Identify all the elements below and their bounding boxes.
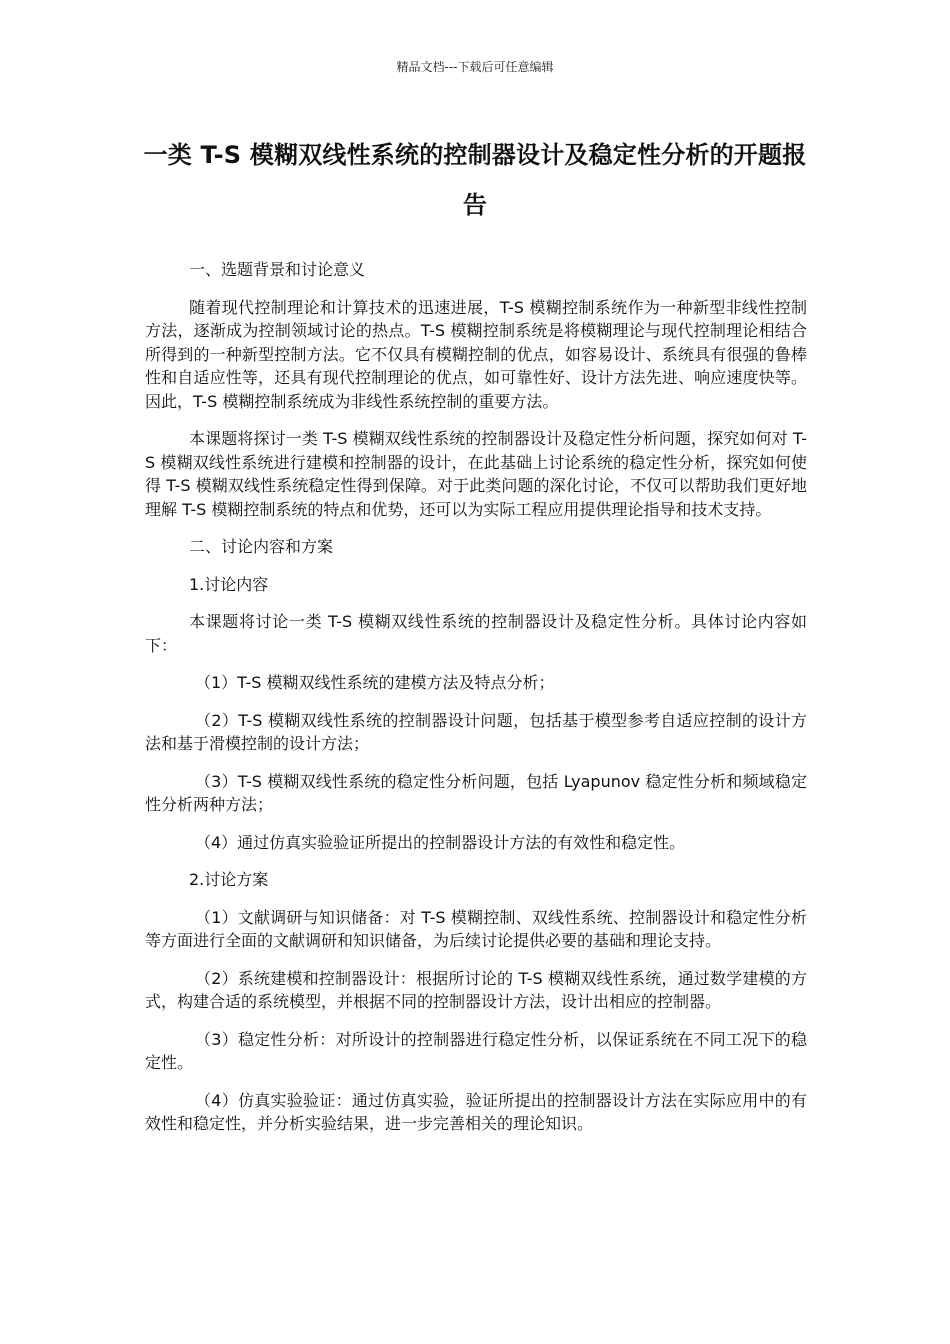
section-heading-1: 一、选题背景和讨论意义 — [189, 260, 366, 279]
plan-item: （4）仿真实验验证：通过仿真实验，验证所提出的控制器设计方法在实际应用中的有效性和稳定性，并分析实验结果，进一步完善相关的理论知识。 — [145, 1090, 807, 1133]
content-item: （1）T-S 模糊双线性系统的建模方法及特点分析； — [195, 673, 555, 692]
header-note: 精品文档---下载后可任意编辑 — [396, 60, 554, 74]
section-heading-2: 二、讨论内容和方案 — [189, 537, 334, 556]
content-item: （3）T-S 模糊双线性系统的稳定性分析问题，包括 Lyapunov 稳定性分析和频域稳定性分析两种方法； — [145, 771, 807, 814]
paragraph: 本课题将讨论一类 T-S 模糊双线性系统的控制器设计及稳定性分析。具体讨论内容如下： — [145, 612, 807, 655]
paragraph: 随着现代控制理论和计算技术的迅速进展，T-S 模糊控制系统作为一种新型非线性控制方法，逐渐成为控制领域讨论的热点。T-S 模糊控制系统是将模糊理论与现代控制理论相结合所得到的一种新型控制方法。它不仅具有模糊控制的优点，如容易设计、系统具有很强的鲁棒性和自适应性等，还具有现代控制理论的优点，如可靠性好、设计方法先进、响应速度快等。因此，T-S 模糊控制系统成为非线性系统控制的重要方法。 — [145, 297, 807, 411]
plan-item: （1）文献调研与知识储备：对 T-S 模糊控制、双线性系统、控制器设计和稳定性分析等方面进行全面的文献调研和知识储备，为后续讨论提供必要的基础和理论支持。 — [145, 907, 807, 950]
subsection-heading-content: 1.讨论内容 — [189, 574, 269, 594]
content-item: （4）通过仿真实验验证所提出的控制器设计方法的有效性和稳定性。 — [195, 832, 686, 852]
subsection-heading-plan: 2.讨论方案 — [189, 870, 269, 889]
paragraph: 本课题将探讨一类 T-S 模糊双线性系统的控制器设计及稳定性分析问题，探究如何对 T-S 模糊双线性系统进行建模和控制器的设计，在此基础上讨论系统的稳定性分析，探究如何使得 T-S 模糊双线性系统稳定性得到保障。对于此类问题的深化讨论，不仅可以帮助我们更好地理解 T-S 模糊控制系统的特点和优势，还可以为实际工程应用提供理论指导和技术支持。 — [145, 429, 807, 519]
document-body — [145, 258, 807, 1150]
content-item: （2）T-S 模糊双线性系统的控制器设计问题，包括基于模型参考自适应控制的设计方法和基于滑模控制的设计方法； — [145, 710, 807, 753]
plan-item: （2）系统建模和控制器设计：根据所讨论的 T-S 模糊双线性系统，通过数学建模的方式，构建合适的系统模型，并根据不同的控制器设计方法，设计出相应的控制器。 — [145, 968, 807, 1011]
plan-item: （3）稳定性分析：对所设计的控制器进行稳定性分析，以保证系统在不同工况下的稳定性。 — [145, 1029, 807, 1072]
document-title: 一类 T-S 模糊双线性系统的控制器设计及稳定性分析的开题报告 — [143, 141, 807, 219]
